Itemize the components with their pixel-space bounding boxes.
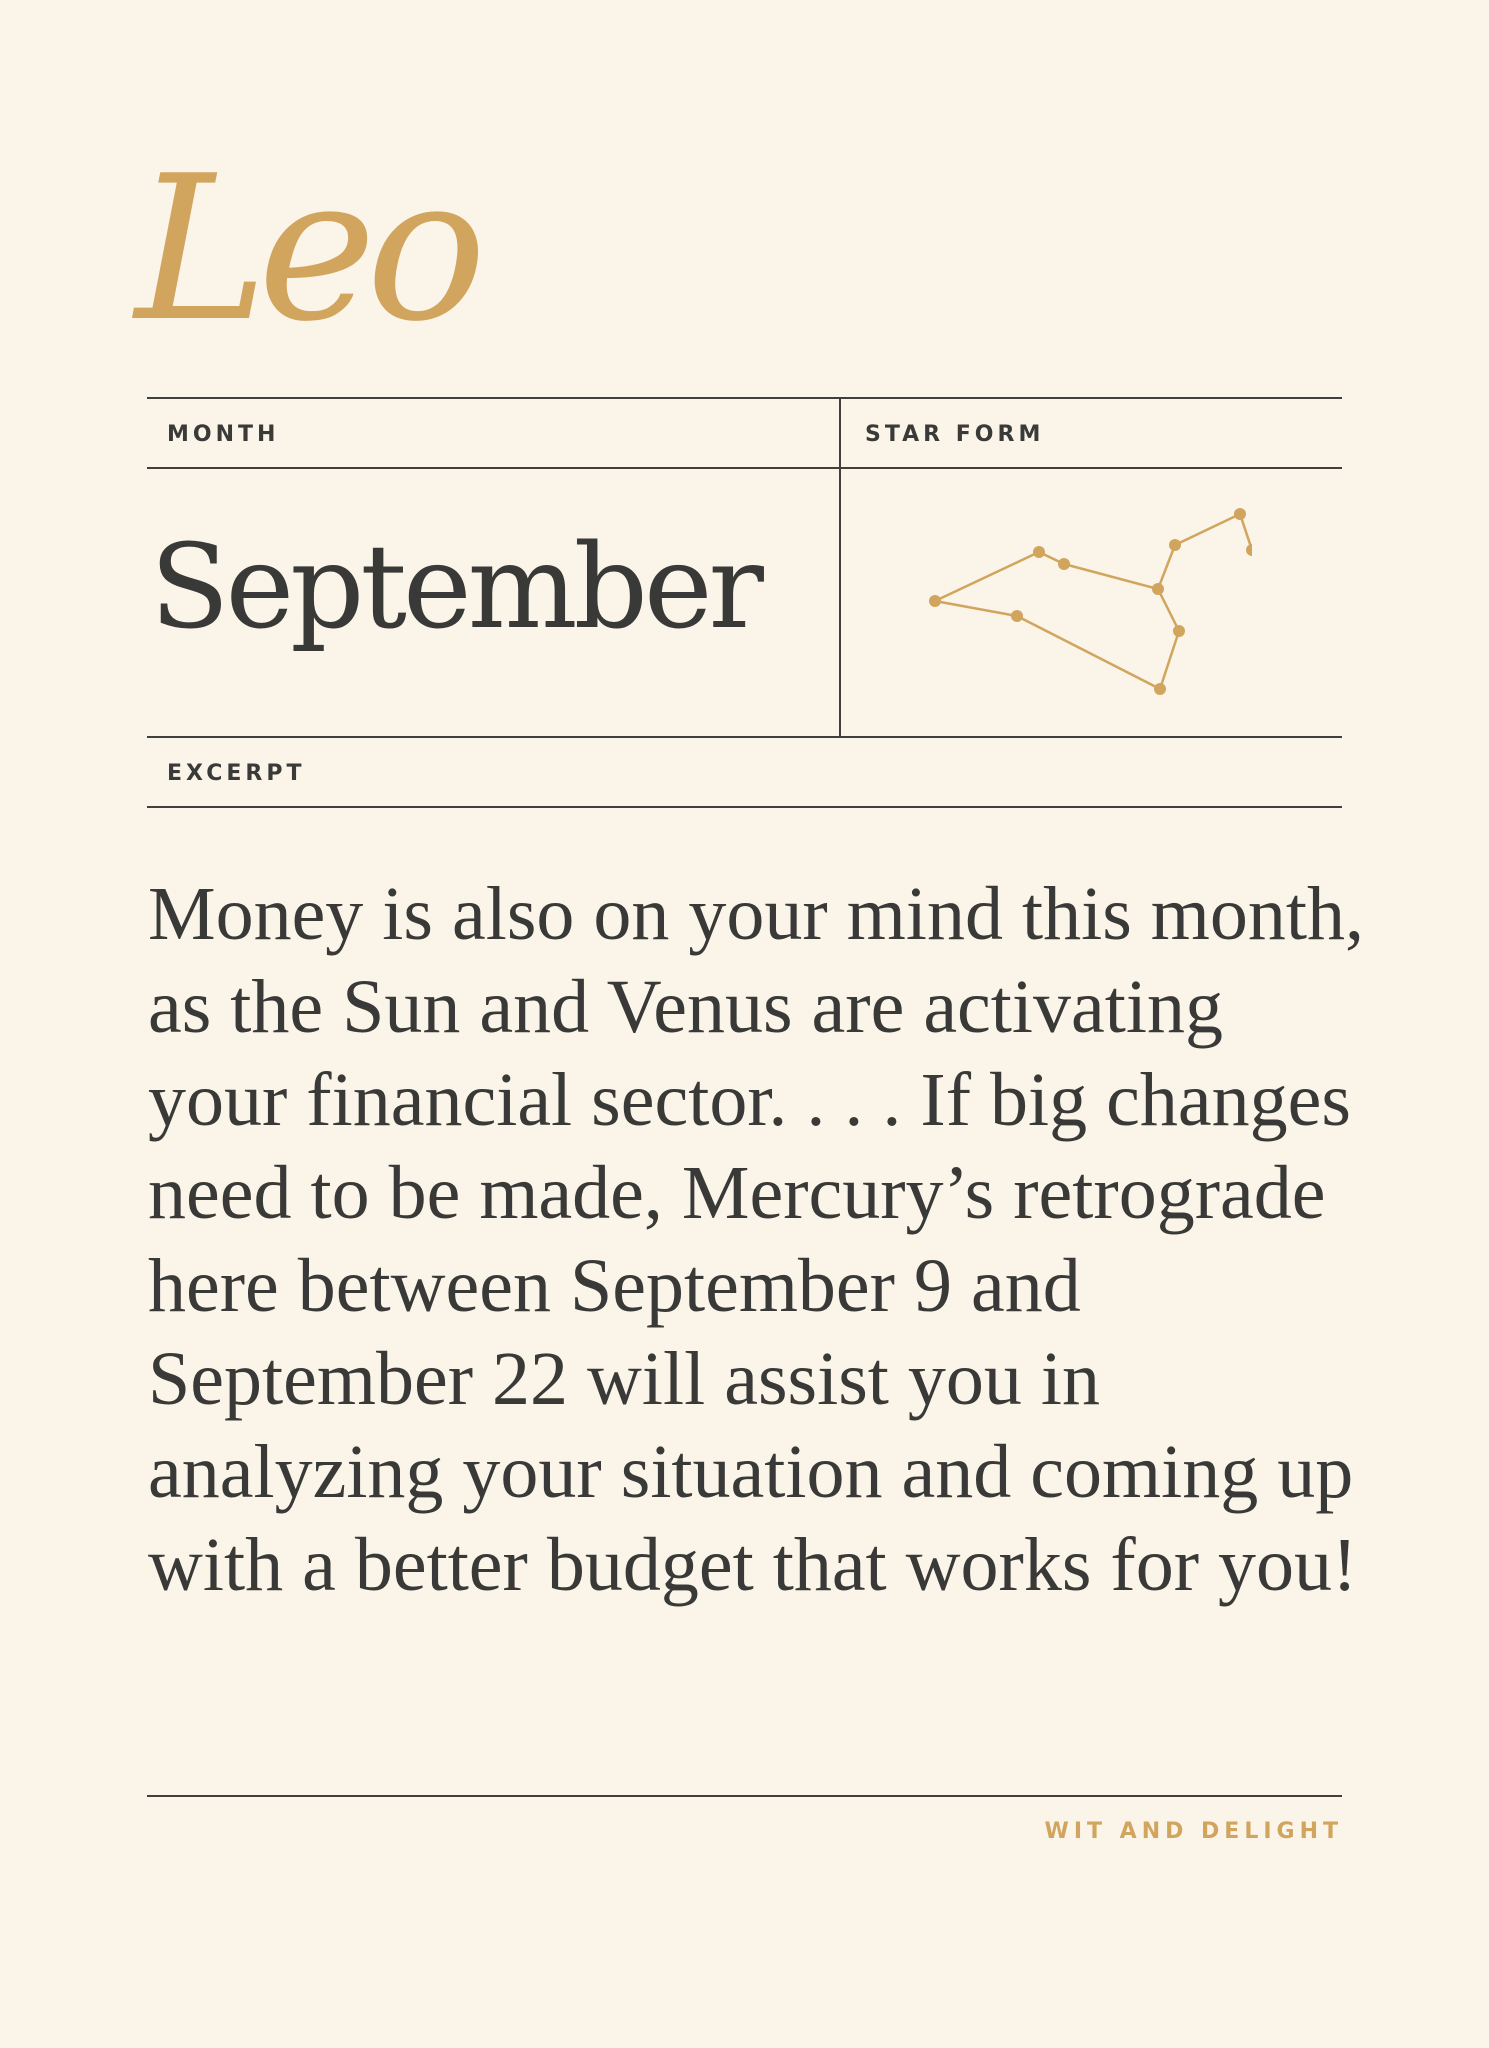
excerpt-label: EXCERPT (167, 761, 306, 786)
star-form-label: STAR FORM (865, 422, 1045, 447)
footer-rule (147, 1795, 1342, 1797)
excerpt-label-rule (147, 806, 1342, 808)
header-bottom-rule (147, 467, 1342, 469)
sign-title: Leo (135, 133, 477, 366)
month-label: MONTH (167, 422, 280, 447)
excerpt-text: Money is also on your mind this month, as the Sun and Venus are activating your financial sector. . . . If big changes need to be made, Mercury’s retrograde here between September 9 and September 22 will assist you in analyzing your situation and coming up with a better budget that works for you! (148, 872, 1364, 1607)
top-rule (147, 397, 1342, 399)
leo-constellation-icon (842, 470, 1252, 730)
column-divider (839, 397, 841, 738)
row-bottom-rule (147, 736, 1342, 738)
brand-name: WIT AND DELIGHT (1044, 1819, 1343, 1844)
month-value: September (150, 520, 760, 655)
